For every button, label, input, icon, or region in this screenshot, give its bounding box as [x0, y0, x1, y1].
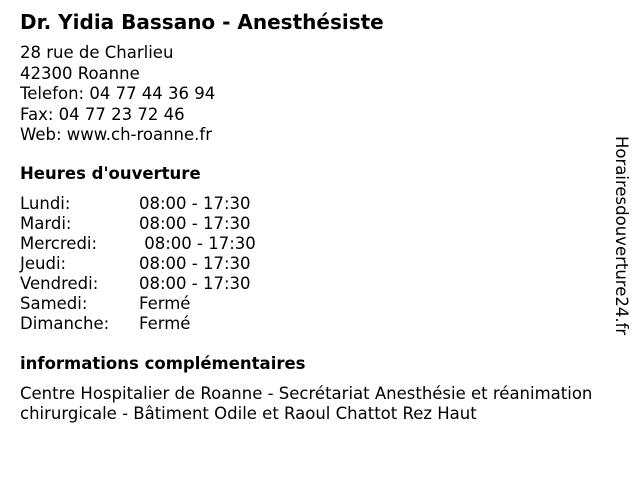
- website: Web: www.ch-roanne.fr: [20, 125, 213, 144]
- address-city: 42300 Roanne: [20, 63, 140, 83]
- hours-row-mardi: [20, 214, 256, 234]
- hours-row-dimanche: [20, 314, 256, 334]
- hours-day: Dimanche:: [20, 314, 110, 333]
- hours-day: Vendredi:: [20, 274, 99, 293]
- hours-row-samedi: [20, 294, 256, 314]
- hours-time: 08:00 - 17:30: [139, 194, 251, 213]
- address-street: 28 rue de Charlieu: [20, 43, 174, 62]
- address-block: [20, 43, 215, 146]
- hours-row-vendredi: [20, 274, 256, 294]
- hours-day: Jeudi:: [20, 254, 67, 273]
- hours-day: Mercredi:: [20, 234, 98, 253]
- opening-hours-list: [20, 194, 256, 334]
- phone-number: Telefon: 04 77 44 36 94: [20, 84, 216, 103]
- hours-day: Samedi:: [20, 294, 88, 313]
- hours-time: Fermé: [139, 314, 191, 333]
- hours-time: 08:00 - 17:30: [139, 254, 251, 273]
- page-title: Dr. Yidia Bassano - Anesthésiste: [20, 10, 384, 34]
- hours-row-lundi: [20, 194, 256, 214]
- hours-day: Mardi:: [20, 214, 72, 233]
- hours-time: 08:00 - 17:30: [139, 234, 256, 253]
- info-description: Centre Hospitalier de Roanne - Secrétariat Anesthésie et réanimation chirurgicale - Bâtiment Odile et Raoul Chattot Rez Haut: [20, 384, 593, 423]
- hours-row-jeudi: [20, 254, 256, 274]
- info-heading: informations complémentaires: [20, 354, 306, 373]
- hours-day: Lundi:: [20, 194, 71, 213]
- hours-time: Fermé: [139, 294, 191, 313]
- hours-row-mercredi: [20, 234, 256, 254]
- site-watermark: Horairesdouverture24.fr: [612, 136, 631, 336]
- hours-time: 08:00 - 17:30: [139, 274, 251, 293]
- fax-number: Fax: 04 77 23 72 46: [20, 104, 185, 124]
- hours-time: 08:00 - 17:30: [139, 214, 251, 233]
- hours-heading: Heures d'ouverture: [20, 164, 201, 183]
